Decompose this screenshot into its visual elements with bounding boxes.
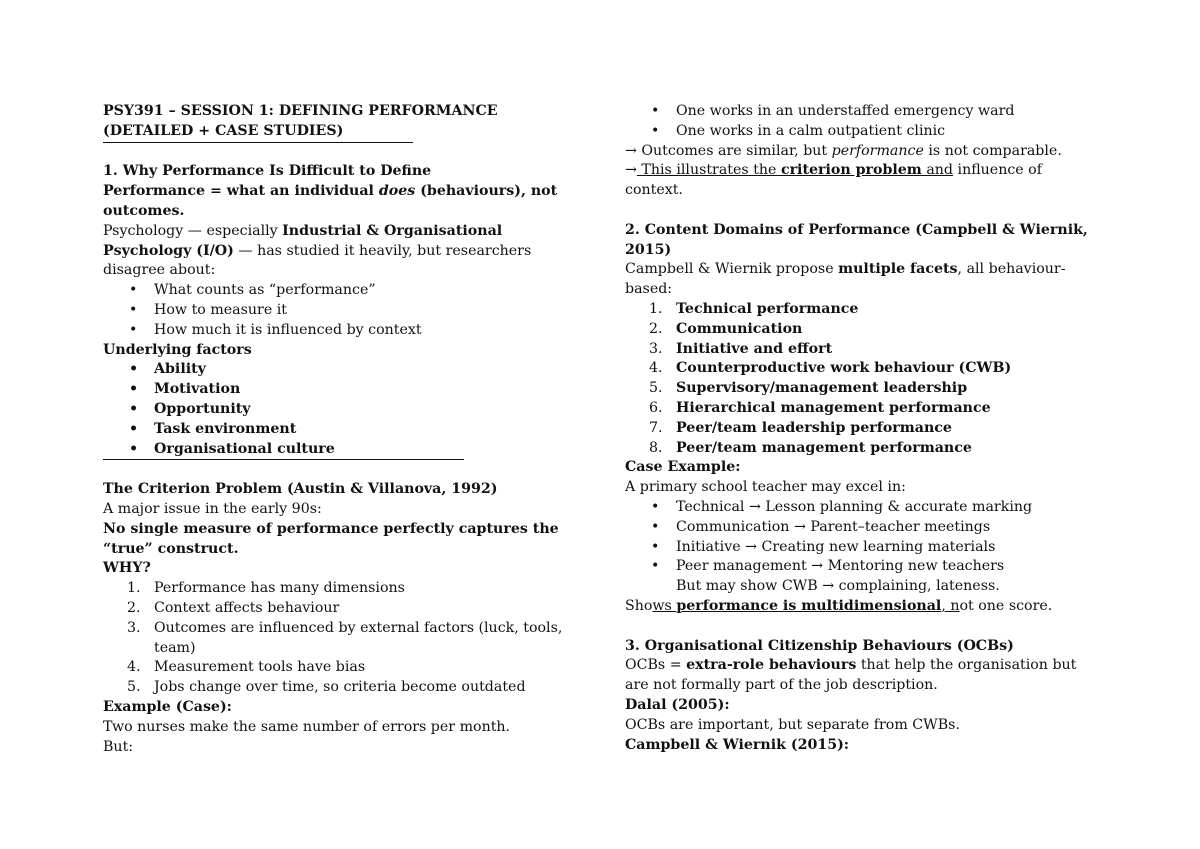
arrow-note-2: → This illustrates the criterion problem and influence of context. [625,162,1042,199]
criterion-intro: A major issue in the early 90s: [103,500,322,517]
list-item: • Opportunity [129,400,251,417]
psychology-paragraph: Psychology — especially Industrial & Organisational Psychology (I/O) — has studied it heavily, but researchers disagree about: [103,222,532,279]
ocb-definition: OCBs = extra-role behaviours that help the organisation but are not formally part of the job description. [625,657,1077,694]
criterion-heading: The Criterion Problem (Austin & Villanova, 1992) [103,481,498,498]
list-item: • Peer management → Mentoring new teachers [651,558,1005,575]
document-title: PSY391 – SESSION 1: DEFINING PERFORMANCE (DETAILED + CASE STUDIES) [103,102,573,143]
list-item: 3. Initiative and effort [649,340,833,357]
left-column [103,102,573,757]
case-intro: A primary school teacher may excel in: [625,479,906,496]
list-item: • One works in a calm outpatient clinic [651,122,946,139]
list-item: • Organisational culture [103,440,464,461]
dalal-text: OCBs are important, but separate from CWBs. [625,716,960,733]
example-text: Two nurses make the same number of errors per month. [103,718,511,735]
list-item: • One works in an understaffed emergency ward [651,103,1015,119]
list-item: • How much it is influenced by context [129,321,422,338]
list-item: • How to measure it [129,301,287,318]
list-item: 8. Peer/team management performance [649,439,972,456]
list-item: 4. Measurement tools have bias [127,659,366,676]
section-3-heading: 3. Organisational Citizenship Behaviours (OCBs) [625,637,1014,654]
list-item: 2. Context affects behaviour [127,599,340,616]
why-heading: WHY? [103,560,151,577]
section-2-intro: Campbell & Wiernik propose multiple facets, all behaviour-based: [625,261,1066,298]
criterion-statement: No single measure of performance perfectly captures the “true” construct. [103,520,559,557]
case-heading: Case Example: [625,459,741,476]
list-item: • Technical → Lesson planning & accurate marking [651,498,1033,515]
campbell-wiernik-heading: Campbell & Wiernik (2015): [625,736,850,753]
section-2-heading: 2. Content Domains of Performance (Campbell & Wiernik, 2015) [625,221,1088,258]
disagreement-list [103,281,573,340]
list-item: 1. Technical performance [649,300,859,317]
but-text: But: [103,738,134,755]
list-item: 3. Outcomes are influenced by external factors (luck, tools, team) [127,619,563,656]
right-column [625,102,1095,755]
list-item: 4. Counterproductive work behaviour (CWB) [649,360,1012,377]
example-heading: Example (Case): [103,698,232,715]
performance-definition: Performance = what an individual does (behaviours), not outcomes. [103,183,558,219]
list-item: • Communication → Parent–teacher meetings [651,518,991,535]
factors-heading: Underlying factors [103,341,252,358]
why-list [103,579,573,698]
dalal-heading: Dalal (2005): [625,696,730,713]
list-item: • Motivation [129,381,241,398]
list-item: 7. Peer/team leadership performance [649,419,952,436]
facets-list [625,300,1095,458]
list-item: 5. Jobs change over time, so criteria become outdated [127,679,526,696]
title-subline: (DETAILED + CASE STUDIES) [103,122,413,143]
list-item: • Ability [129,361,206,378]
list-item: 5. Supervisory/management leadership [649,380,968,397]
case-cwb: But may show CWB → complaining, lateness. [676,578,1000,595]
section-1-heading: 1. Why Performance Is Difficult to Define [103,163,432,180]
arrow-note-1: → Outcomes are similar, but performance is not comparable. [625,142,1062,159]
list-item: • What counts as “performance” [129,282,376,299]
case-list [625,498,1095,577]
list-item: • Initiative → Creating new learning materials [651,538,996,555]
factors-list [103,360,573,460]
multidimensional-note: Shows performance is multidimensional, not one score. [625,597,1053,614]
nurse-list [625,102,1095,142]
list-item: • Task environment [129,420,297,437]
list-item: 1. Performance has many dimensions [127,580,405,597]
list-item: 2. Communication [649,320,803,337]
list-item: 6. Hierarchical management performance [649,399,991,416]
